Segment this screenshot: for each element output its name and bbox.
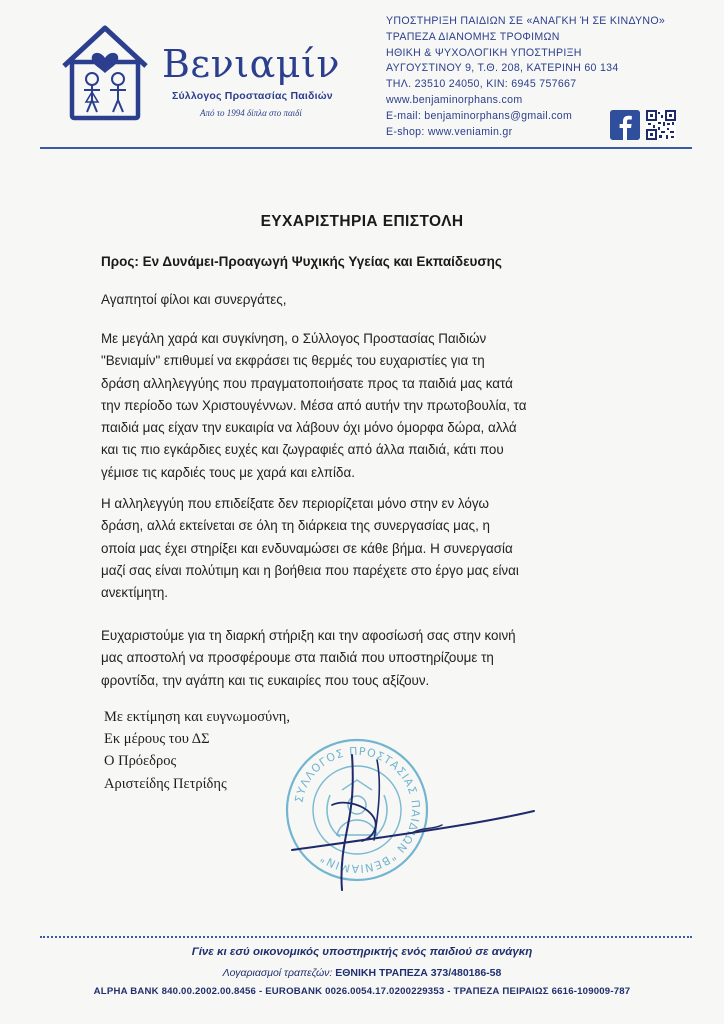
website-link[interactable]: www.benjaminorphans.com [386,93,523,106]
brand-name: Βενιαμίν [162,42,340,86]
paragraph-line: την περίοδο των Χριστουγέννων. Μέσα από αυτήν την πρωτοβουλία, τα [101,397,527,413]
contact-line: ΑΥΓΟΥΣΤΙΝΟΥ 9, Τ.Θ. 208, ΚΑΤΕΡΙΝΗ 60 134 [386,62,619,75]
house-logo-icon [56,22,154,124]
accounts-value: ΕΘΝΙΚΗ ΤΡΑΠΕΖΑ 373/480186-58 [335,967,502,979]
footer-divider [40,936,692,938]
paragraph-line: μαζί σας είναι πολύτιμη και η βοήθεια που παρέχετε στο έργο μας είναι [101,562,519,578]
paragraph-line: Η αλληλεγγύη που επιδείξατε δεν περιορίζεται μόνο στην εν λόγω [101,496,490,511]
paragraph-line: μας αποστολή να προσφέρουμε στα παιδιά που υποστηρίζουμε τη [101,650,494,666]
eshop-link[interactable]: E-shop: www.veniamin.gr [386,125,513,138]
brand-motto: Από το 1994 δίπλα στο παιδί [200,108,302,118]
contact-line: ΗΘΙΚΗ & ΨΥΧΟΛΟΓΙΚΗ ΥΠΟΣΤΗΡΙΞΗ [386,46,582,59]
closing-line: Ο Πρόεδρος [104,753,177,770]
qr-code-icon[interactable] [646,110,676,140]
email-link[interactable]: E-mail: benjaminorphans@gmail.com [386,109,573,122]
signatory-name: Αριστείδης Πετρίδης [104,775,227,792]
paragraph-line: φροντίδα, την αγάπη και τις ευκαιρίες που τους αξίζουν. [101,672,430,688]
paragraph-line: Ευχαριστούμε για τη διαρκή στήριξη και την αφοσίωσή σας στην κοινή [101,628,516,643]
closing-block [104,706,290,795]
footer-slogan: Γίνε κι εσύ οικονομικός υποστηρικτής ενός παιδιού σε ανάγκη [191,946,533,958]
paragraph-line: ανεκτίμητη. [101,585,168,601]
closing-line: Με εκτίμηση και ευγνωμοσύνη, [104,709,290,725]
paragraph-line: γέμισε τις καρδιές τους με χαρά και ελπίδα. [101,464,355,480]
handwritten-signature [282,745,542,905]
paragraph-line: "Βενιαμίν" επιθυμεί να εκφράσει τις θερμές του ευχαριστίες για τη [101,353,485,369]
paragraph-line: Με μεγάλη χαρά και συγκίνηση, ο Σύλλογος Προστασίας Παιδιών [101,331,487,346]
closing-line: Εκ μέρους του ΔΣ [104,731,210,748]
recipient-line: Προς: Εν Δυνάμει-Προαγωγή Ψυχικής Υγείας και Εκπαίδευσης [101,254,502,269]
contact-line: ΥΠΟΣΤΗΡΙΞΗ ΠΑΙΔΙΩΝ ΣΕ «ΑΝΑΓΚΗ Ή ΣΕ ΚΙΝΔΥΝΟ» [386,15,666,27]
paragraph-1 [101,328,621,484]
paragraph-line: δράση, αλλά εκτείνεται σε όλη τη διάρκεια της συνεργασίας μας, η [101,518,490,534]
letter-title: ΕΥΧΑΡΙΣΤΗΡΙΑ ΕΠΙΣΤΟΛΗ [260,213,464,230]
paragraph-line: οποία μας έχει στηρίξει και ενδυναμώσει σε κάθε βήμα. Η συνεργασία [101,540,513,556]
brand-subtitle: Σύλλογος Προστασίας Παιδιών [172,90,333,102]
contact-block [386,14,686,140]
paragraph-line: και τις πιο εγκάρδιες ευχές και ζωγραφιές από άλλα παιδιά, κάτι που [101,442,504,458]
footer-accounts [0,967,724,979]
contact-line: ΤΡΑΠΕΖΑ ΔΙΑΝΟΜΗΣ ΤΡΟΦΙΜΩΝ [386,30,560,43]
svg-text:ΣΥΛΛΟΓΟΣ ΠΡΟΣΤΑΣΙΑΣ ΠΑΙΔΙΩΝ "Β: ΣΥΛΛΟΓΟΣ ΠΡΟΣΤΑΣΙΑΣ ΠΑΙΔΙΩΝ "ΒΕΝΙΑΜΙΝ" [292,744,423,876]
footer-bank-accounts: ALPHA BANK 840.00.2002.00.8456 - EUROBANK 0026.0054.17.0200229353 - ΤΡΑΠΕΖΑ ΠΕΙΡΑΙΩΣ 6616-109009-787 [93,986,631,997]
accounts-label: Λογαριασμοί τραπεζών: [222,967,333,979]
paragraph-line: παιδιά μας είχαν την ευκαιρία να λάβουν όχι μόνο όμορφα δώρα, αλλά [101,420,517,436]
contact-line: ΤΗΛ. 23510 24050, ΚΙΝ: 6945 757667 [386,78,577,91]
greeting: Αγαπητοί φίλοι και συνεργάτες, [101,292,287,307]
paragraph-2 [101,493,621,604]
paragraph-3 [101,625,621,692]
paragraph-line: δράση αλληλεγγύης που πραγματοποιήσατε προς τα παιδιά μας κατά [101,375,513,391]
header-divider [40,147,692,149]
facebook-icon[interactable] [610,110,640,140]
